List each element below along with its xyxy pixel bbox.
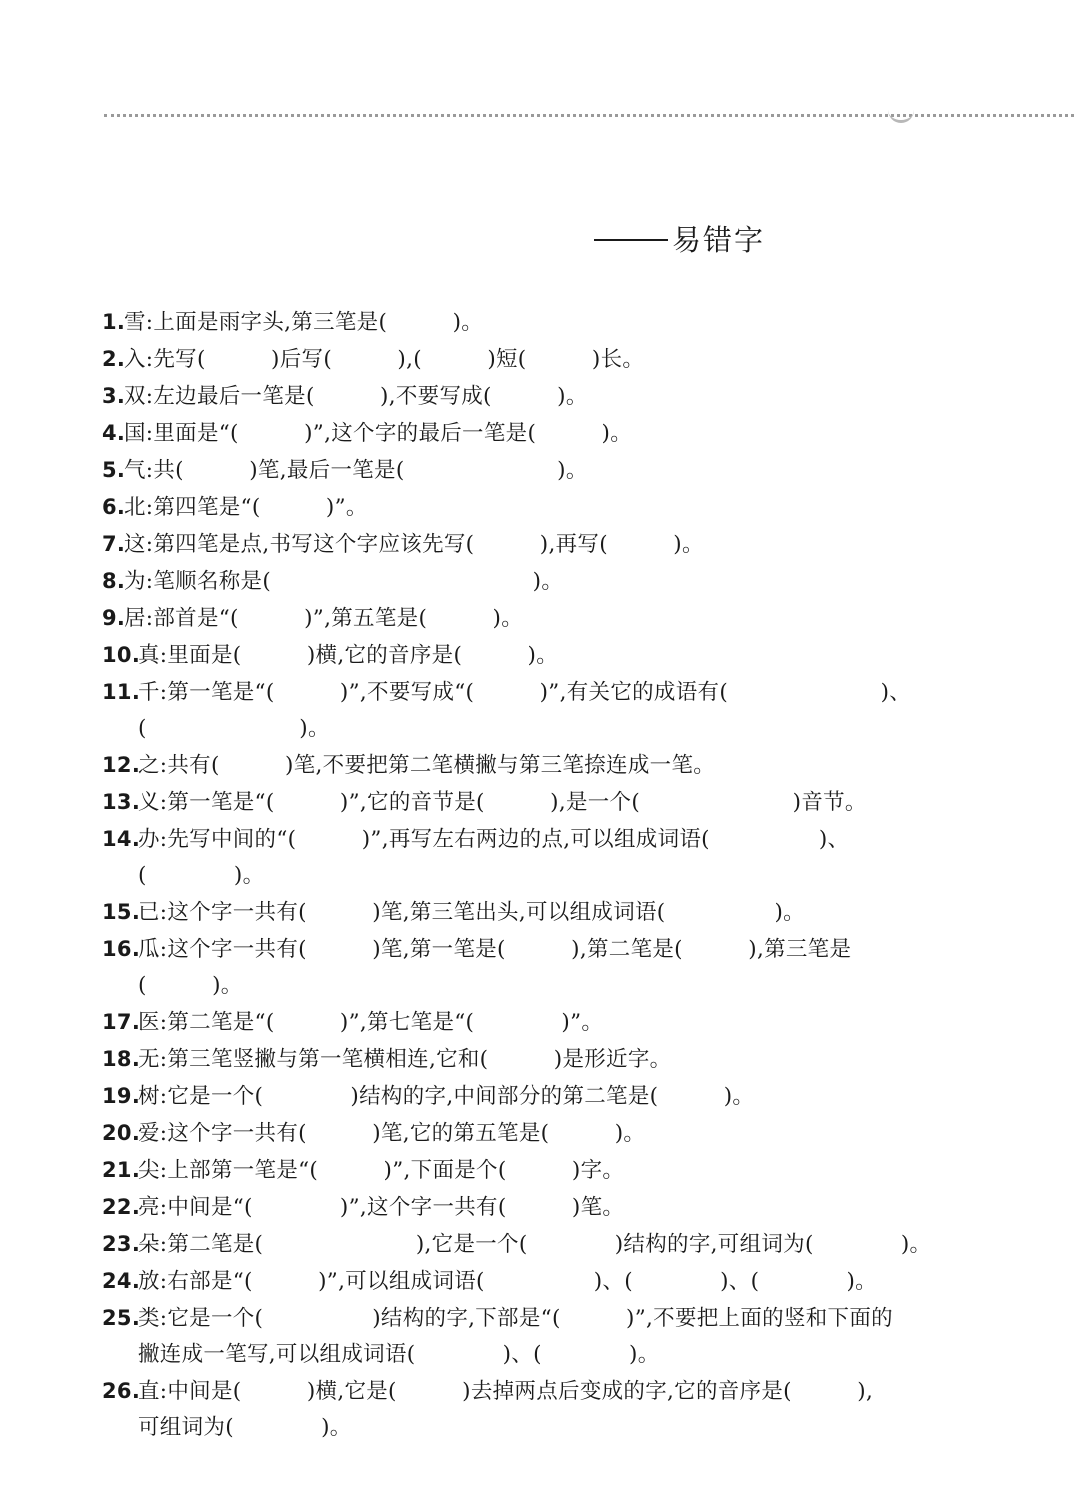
question-number: 22. (102, 1195, 141, 1219)
question-item (102, 415, 992, 452)
question-text: 树:它是一个( )结构的字,中间部分的第二笔是( )。 (138, 1084, 755, 1109)
question-number: 6. (102, 495, 126, 519)
question-continuation: ( )。 (138, 973, 243, 998)
question-text: 无:第三笔竖撇与第一笔横相连,它和( )是形近字。 (138, 1047, 672, 1072)
question-number: 3. (102, 384, 126, 408)
question-number: 10. (102, 643, 141, 667)
question-number: 25. (102, 1306, 141, 1330)
question-text: 尖:上部第一笔是“( )”,下面是个( )字。 (138, 1158, 625, 1183)
question-text: 朵:第二笔是( ),它是一个( )结构的字,可组词为( )。 (138, 1232, 932, 1257)
question-text: 放:右部是“( )”,可以组成词语( )、( )、( )。 (138, 1269, 877, 1294)
question-continuation: 可组词为( )。 (138, 1415, 352, 1440)
question-number: 14. (102, 827, 141, 851)
question-number: 24. (102, 1269, 141, 1293)
question-text: 义:第一笔是“( )”,它的音节是( ),是一个( )音节。 (138, 790, 867, 815)
question-item (102, 674, 992, 747)
question-number: 1. (102, 310, 126, 334)
question-number: 15. (102, 900, 141, 924)
question-number: 9. (102, 606, 126, 630)
question-continuation: ( )。 (138, 716, 330, 741)
question-number: 8. (102, 569, 126, 593)
title-text: 易错字 (672, 223, 766, 257)
question-text: 国:里面是“( )”,这个字的最后一笔是( )。 (124, 421, 633, 446)
question-number: 7. (102, 532, 126, 556)
question-item (102, 563, 992, 600)
question-item (102, 747, 992, 784)
question-text: 雪:上面是雨字头,第三笔是( )。 (124, 310, 484, 335)
question-number: 21. (102, 1158, 141, 1182)
question-text: 之:共有( )笔,不要把第二笔横撇与第三笔捺连成一笔。 (138, 753, 716, 778)
question-text: 瓜:这个字一共有( )笔,第一笔是( ),第二笔是( ),第三笔是 (138, 937, 852, 962)
question-item (102, 931, 992, 1004)
question-item (102, 526, 992, 563)
question-text: 双:左边最后一笔是( ),不要写成( )。 (124, 384, 588, 409)
page-title (594, 218, 765, 259)
question-number: 19. (102, 1084, 141, 1108)
question-item (102, 894, 992, 931)
question-text: 直:中间是( )横,它是( )去掉两点后变成的字,它的音序是( ), (138, 1379, 874, 1404)
question-item (102, 1300, 992, 1373)
question-number: 20. (102, 1121, 141, 1145)
question-item (102, 1189, 992, 1226)
question-item (102, 784, 992, 821)
question-number: 23. (102, 1232, 141, 1256)
question-item (102, 1373, 992, 1446)
question-number: 11. (102, 680, 141, 704)
question-item (102, 378, 992, 415)
question-list (102, 304, 992, 1446)
question-text: 气:共( )笔,最后一笔是( )。 (124, 458, 588, 483)
question-item (102, 1115, 992, 1152)
question-text: 入:先写( )后写( ),( )短( )长。 (124, 347, 645, 372)
question-item (102, 1152, 992, 1189)
question-number: 26. (102, 1379, 141, 1403)
question-continuation: ( )。 (138, 863, 265, 888)
question-number: 17. (102, 1010, 141, 1034)
corner-mark (888, 106, 914, 123)
question-text: 类:它是一个( )结构的字,下部是“( )”,不要把上面的竖和下面的 (138, 1306, 893, 1331)
dotted-divider (104, 114, 1074, 117)
question-text: 医:第二笔是“( )”,第七笔是“( )”。 (138, 1010, 604, 1035)
question-text: 办:先写中间的“( )”,再写左右两边的点,可以组成词语( )、 (138, 827, 850, 852)
question-text: 为:笔顺名称是( )。 (124, 569, 564, 594)
question-item (102, 489, 992, 526)
question-item (102, 452, 992, 489)
question-number: 5. (102, 458, 126, 482)
question-text: 亮:中间是“( )”,这个字一共有( )笔。 (138, 1195, 625, 1220)
question-text: 千:第一笔是“( )”,不要写成“( )”,有关它的成语有( )、 (138, 680, 912, 705)
question-item (102, 1226, 992, 1263)
question-text: 已:这个字一共有( )笔,第三笔出头,可以组成词语( )。 (138, 900, 805, 925)
question-item (102, 1078, 992, 1115)
question-item (102, 1263, 992, 1300)
question-item (102, 341, 992, 378)
question-item (102, 1041, 992, 1078)
title-dash (594, 239, 668, 241)
question-text: 这:第四笔是点,书写这个字应该先写( ),再写( )。 (124, 532, 704, 557)
question-item (102, 600, 992, 637)
question-number: 16. (102, 937, 141, 961)
question-text: 爱:这个字一共有( )笔,它的第五笔是( )。 (138, 1121, 646, 1146)
question-text: 居:部首是“( )”,第五笔是( )。 (124, 606, 524, 631)
question-number: 4. (102, 421, 126, 445)
question-number: 13. (102, 790, 141, 814)
question-item (102, 821, 992, 894)
question-number: 18. (102, 1047, 141, 1071)
question-item (102, 304, 992, 341)
question-text: 北:第四笔是“( )”。 (124, 495, 368, 520)
question-number: 2. (102, 347, 126, 371)
question-item (102, 637, 992, 674)
question-continuation: 撇连成一笔写,可以组成词语( )、( )。 (138, 1342, 660, 1367)
question-item (102, 1004, 992, 1041)
question-number: 12. (102, 753, 141, 777)
question-text: 真:里面是( )横,它的音序是( )。 (138, 643, 559, 668)
